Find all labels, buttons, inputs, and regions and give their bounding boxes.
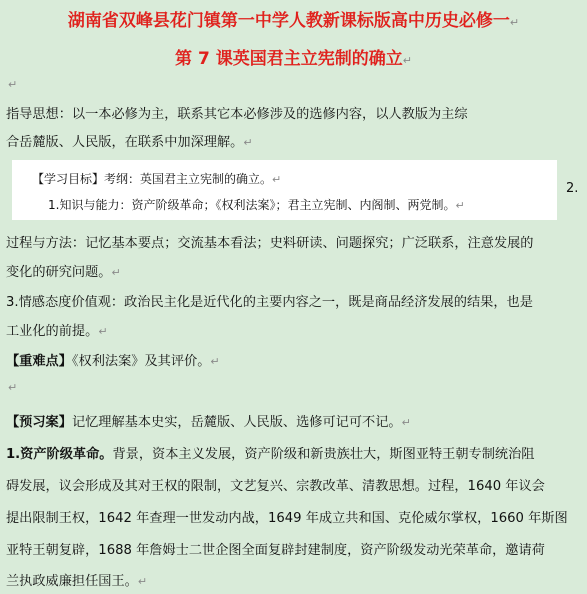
process-line2: 变化的研究问题。↵ bbox=[6, 265, 121, 280]
goals-line2: 1.知识与能力：资产阶级革命；《权利法案》；君主立宪制、内阁制、两党制。↵ bbox=[48, 198, 465, 212]
process-line1: 过程与方法：记忆基本要点；交流基本看法；史料研读、问题探究；广泛联系，注意发展的 bbox=[6, 236, 534, 251]
key-points: 【重难点】《权利法案》及其评价。↵ bbox=[6, 354, 220, 369]
revolution-line5: 兰执政威廉担任国王。↵ bbox=[6, 574, 148, 589]
revolution-line2: 碍发展，议会形成及其对王权的限制，文艺复兴、宗教改革、清教思想。过程，1640 年议会 bbox=[6, 479, 545, 494]
emotion-line1: 3.情感态度价值观：政治民主化是近代化的主要内容之一，既是商品经济发展的结果，也是 bbox=[6, 295, 533, 310]
paragraph-mark: ↵ bbox=[8, 381, 18, 394]
paragraph-mark: ↵ bbox=[8, 78, 18, 91]
document-title-line2: 第 7 课英国君主立宪制的确立↵ bbox=[175, 49, 412, 69]
revolution-line1: 1.资产阶级革命。背景，资本主义发展，资产阶级和新贵族壮大，斯图亚特王朝专制统治阻 bbox=[6, 447, 535, 462]
guide-line2: 合岳麓版、人民版，在联系中加深理解。↵ bbox=[6, 135, 253, 150]
document-title-line1: 湖南省双峰县花门镇第一中学人教新课标版高中历史必修一↵ bbox=[67, 11, 520, 31]
learning-goals-box bbox=[12, 160, 557, 220]
preview-plan: 【预习案】记忆理解基本史实，岳麓版、人民版、选修可记可不记。↵ bbox=[6, 415, 411, 430]
goals-line1: 【学习目标】考纲：英国君主立宪制的确立。↵ bbox=[32, 172, 282, 186]
revolution-line4: 亚特王朝复辟，1688 年詹姆士二世企图全面复辟封建制度，资产阶级发动光荣革命，邀请荷 bbox=[6, 543, 545, 558]
revolution-line3: 提出限制王权，1642 年查理一世发动内战，1649 年成立共和国、克伦威尔掌权，1660 年斯图 bbox=[6, 511, 568, 526]
guide-line1: 指导思想：以一本必修为主，联系其它本必修涉及的选修内容，以人教版为主综 bbox=[6, 107, 468, 122]
side-number: 2. bbox=[566, 181, 579, 196]
emotion-line2: 工业化的前提。↵ bbox=[6, 324, 108, 339]
